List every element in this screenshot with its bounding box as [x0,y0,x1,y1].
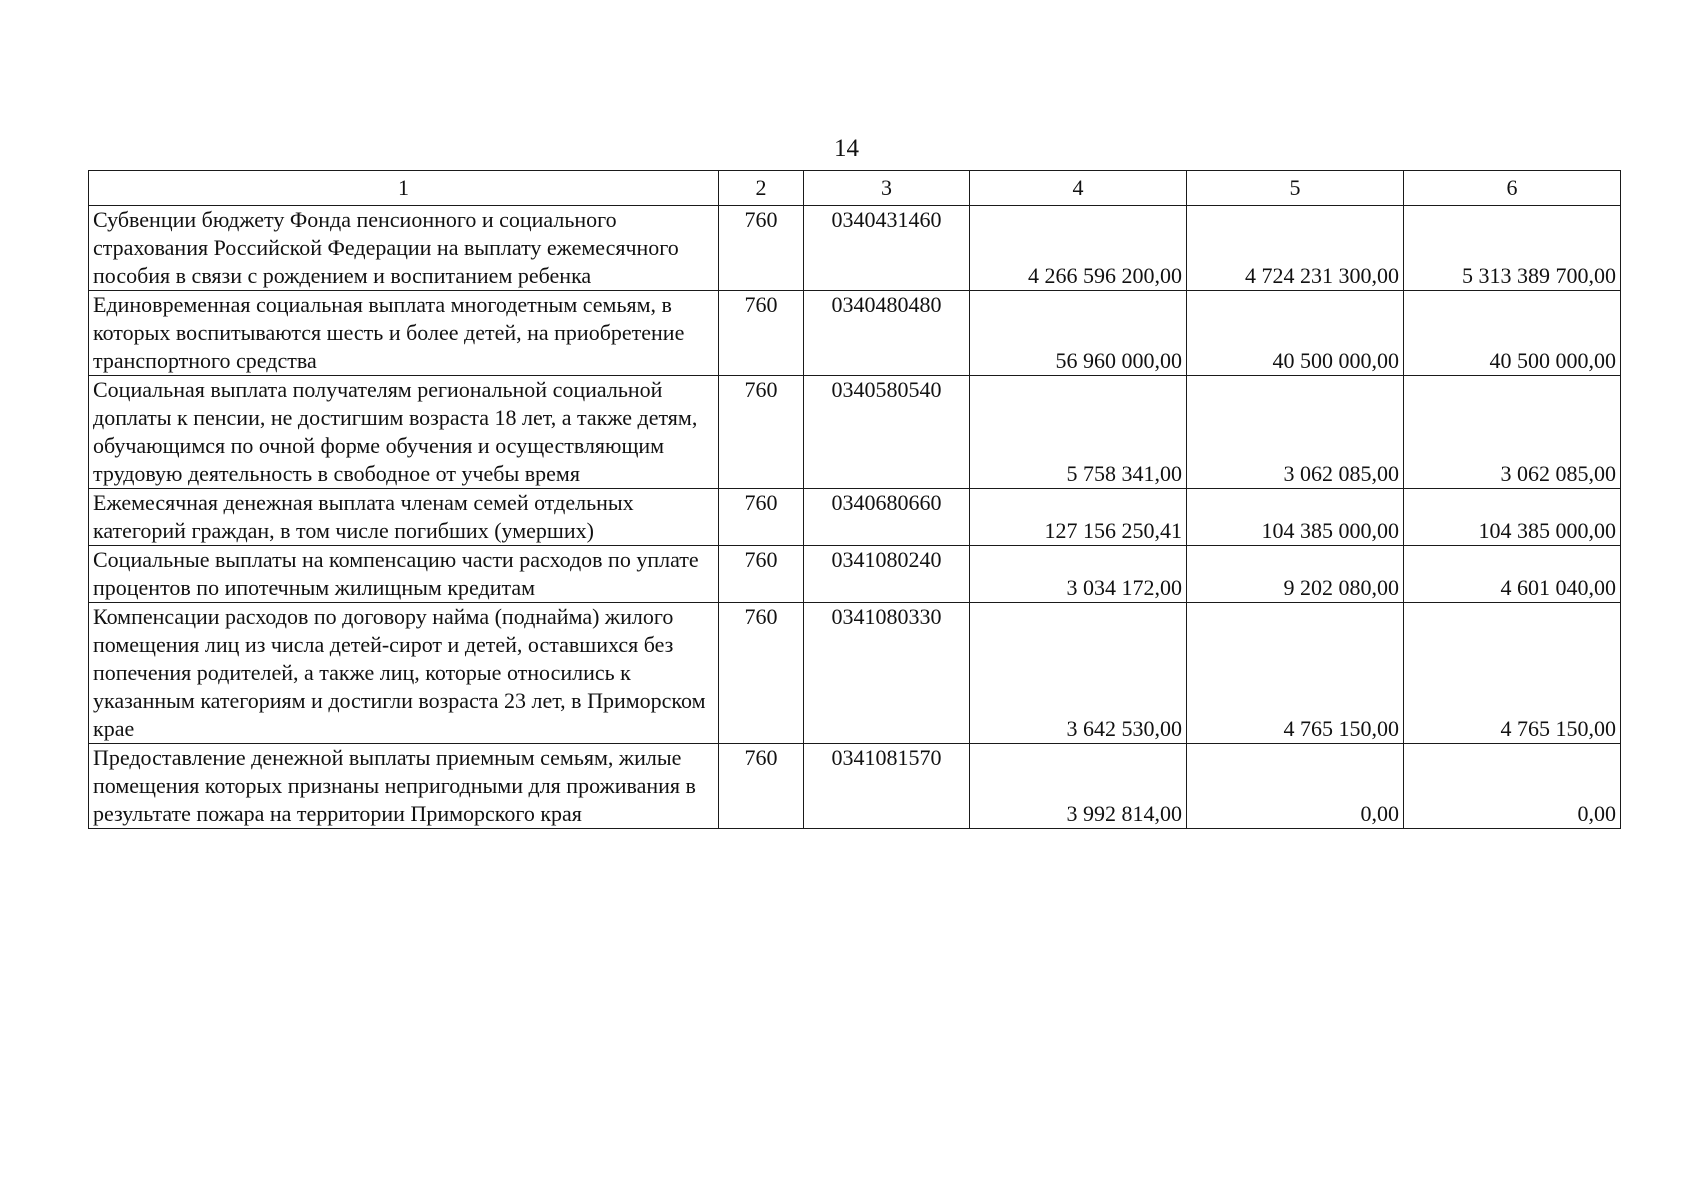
target-article-code: 0340680660 [804,489,970,546]
expense-name: Компенсации расходов по договору найма (поднайма) жилого помещения лиц из числа детей-сирот и детей, оставшихся без попечения родителей, а также лиц, которые относились к указанным категориям и достигли возраста 23 лет, в Приморском крае [89,603,719,744]
table-row [89,603,1621,744]
amount-column-6: 4 765 150,00 [1404,603,1621,744]
amount-column-4: 4 266 596 200,00 [970,206,1187,291]
amount-column-6: 3 062 085,00 [1404,376,1621,489]
table-row [89,546,1621,603]
table-row [89,744,1621,829]
target-article-code: 0340480480 [804,291,970,376]
page-number: 14 [834,135,859,162]
column-header-1: 1 [89,171,719,206]
expense-name: Ежемесячная денежная выплата членам семей отдельных категорий граждан, в том числе погибших (умерших) [89,489,719,546]
ministry-code: 760 [719,744,804,829]
ministry-code: 760 [719,206,804,291]
expense-name: Субвенции бюджету Фонда пенсионного и социального страхования Российской Федерации на выплату ежемесячного пособия в связи с рождением и воспитанием ребенка [89,206,719,291]
amount-column-6: 104 385 000,00 [1404,489,1621,546]
ministry-code: 760 [719,489,804,546]
table-body [89,206,1621,829]
ministry-code: 760 [719,291,804,376]
amount-column-5: 0,00 [1187,744,1404,829]
amount-column-5: 4 724 231 300,00 [1187,206,1404,291]
target-article-code: 0340580540 [804,376,970,489]
target-article-code: 0341081570 [804,744,970,829]
table-row [89,376,1621,489]
table-header [89,171,1621,206]
target-article-code: 0341080330 [804,603,970,744]
expense-name: Социальные выплаты на компенсацию части расходов по уплате процентов по ипотечным жилищным кредитам [89,546,719,603]
ministry-code: 760 [719,376,804,489]
amount-column-5: 104 385 000,00 [1187,489,1404,546]
column-header-5: 5 [1187,171,1404,206]
amount-column-6: 40 500 000,00 [1404,291,1621,376]
amount-column-4: 56 960 000,00 [970,291,1187,376]
table-row [89,291,1621,376]
ministry-code: 760 [719,546,804,603]
column-header-3: 3 [804,171,970,206]
expense-name: Социальная выплата получателям региональной социальной доплаты к пенсии, не достигшим возраста 18 лет, а также детям, обучающимся по очной форме обучения и осуществляющим трудовую деятельность в свободное от учебы время [89,376,719,489]
amount-column-4: 3 642 530,00 [970,603,1187,744]
amount-column-6: 0,00 [1404,744,1621,829]
budget-table [88,170,1621,829]
amount-column-4: 3 034 172,00 [970,546,1187,603]
ministry-code: 760 [719,603,804,744]
amount-column-6: 4 601 040,00 [1404,546,1621,603]
column-header-4: 4 [970,171,1187,206]
expense-name: Предоставление денежной выплаты приемным семьям, жилые помещения которых признаны непригодными для проживания в результате пожара на территории Приморского края [89,744,719,829]
amount-column-4: 3 992 814,00 [970,744,1187,829]
amount-column-5: 9 202 080,00 [1187,546,1404,603]
expense-name: Единовременная социальная выплата многодетным семьям, в которых воспитываются шесть и более детей, на приобретение транспортного средства [89,291,719,376]
amount-column-6: 5 313 389 700,00 [1404,206,1621,291]
header-row [89,171,1621,206]
amount-column-5: 3 062 085,00 [1187,376,1404,489]
table-row [89,489,1621,546]
column-header-2: 2 [719,171,804,206]
amount-column-5: 4 765 150,00 [1187,603,1404,744]
column-header-6: 6 [1404,171,1621,206]
table-row [89,206,1621,291]
amount-column-4: 127 156 250,41 [970,489,1187,546]
target-article-code: 0340431460 [804,206,970,291]
amount-column-4: 5 758 341,00 [970,376,1187,489]
target-article-code: 0341080240 [804,546,970,603]
amount-column-5: 40 500 000,00 [1187,291,1404,376]
